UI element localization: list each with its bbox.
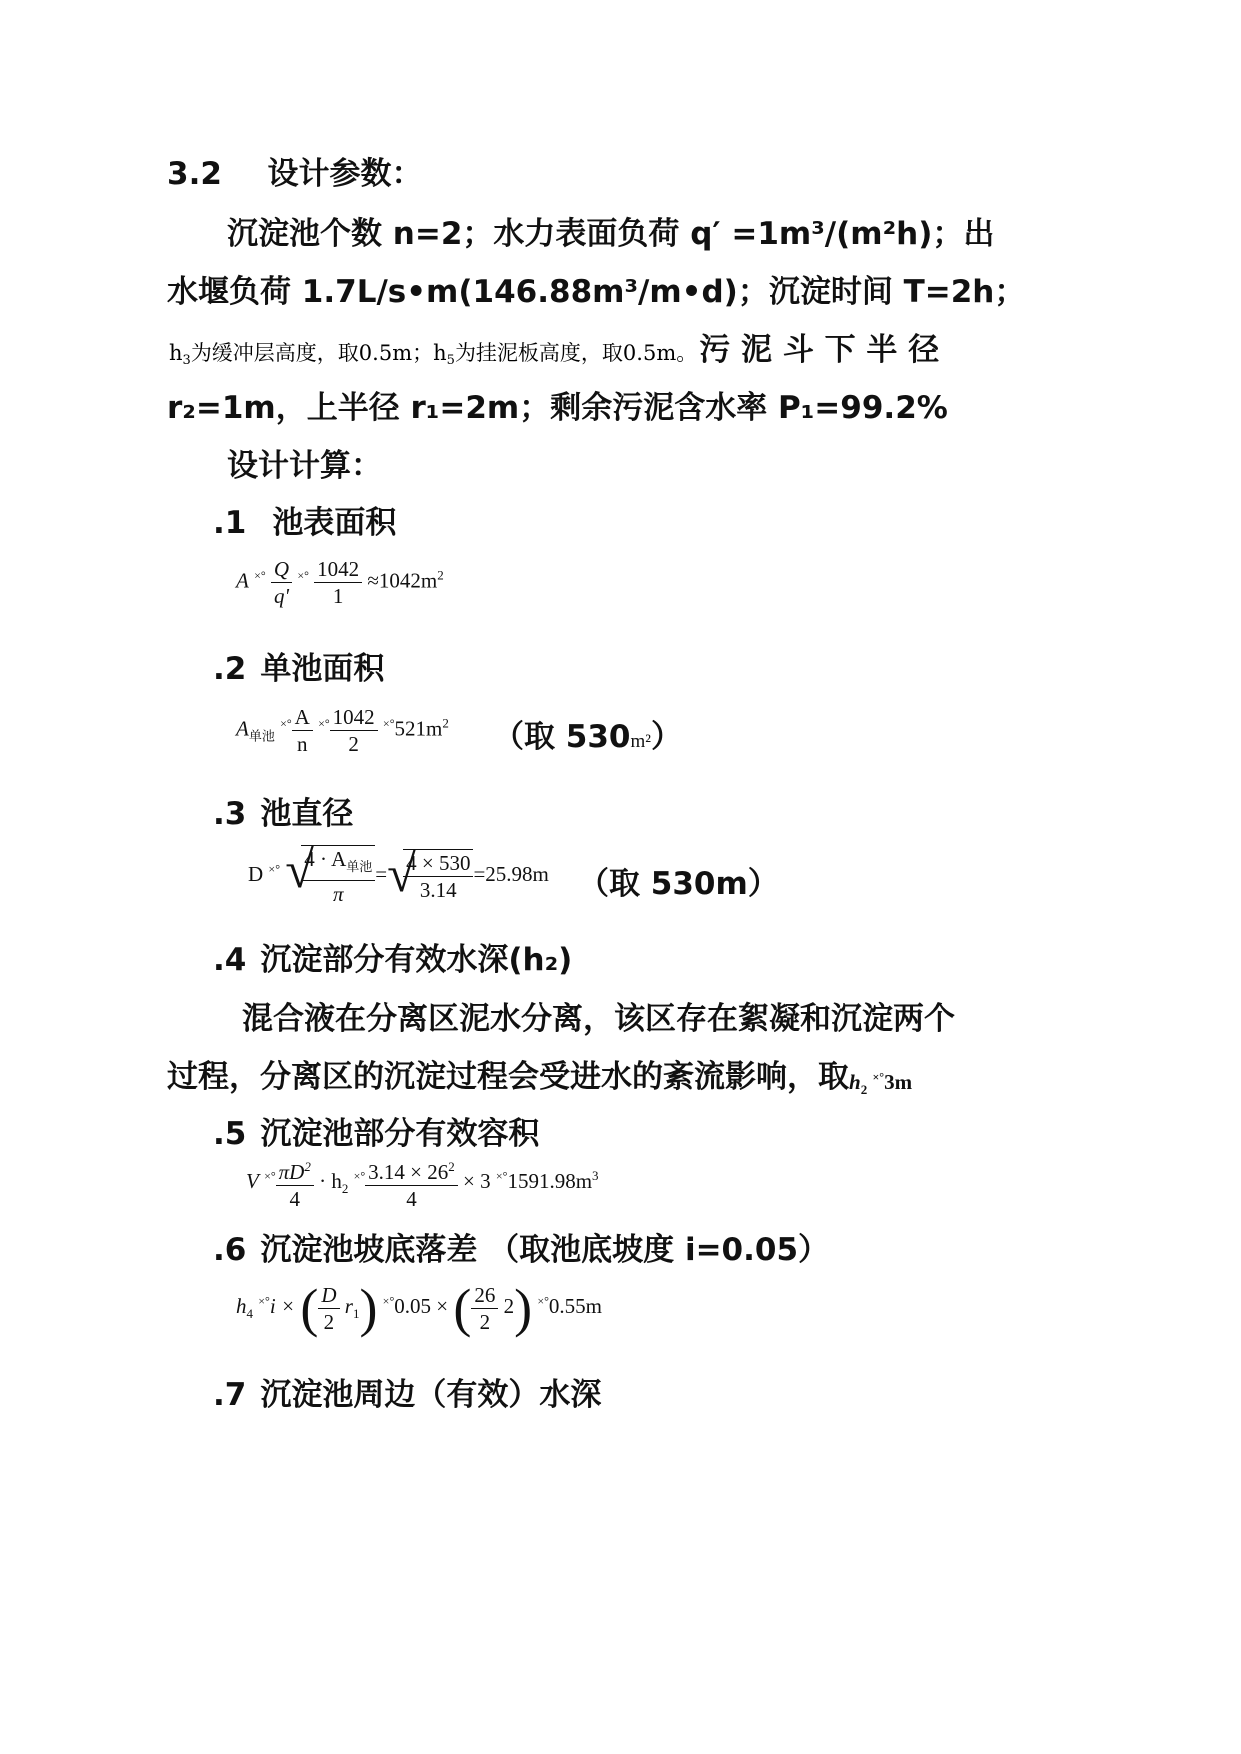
frac-num: 26: [471, 1282, 498, 1309]
item-title: 池直径: [260, 796, 354, 832]
para4-line-2: 过程，分离区的沉淀过程会受进水的紊流影响，取$h_2$ ×°3m: [167, 1059, 913, 1098]
params-line-3: [169, 324, 939, 369]
item-2-note: [493, 711, 682, 756]
formula-r: r: [344, 1293, 353, 1318]
item-number: .1: [213, 505, 247, 541]
frac-num: 4 × 530: [403, 850, 473, 877]
item-title: 沉淀池坡底落差 （取池底坡度 i=0.05）: [260, 1232, 830, 1268]
item-heading-7: [213, 1369, 601, 1414]
frac-den: 4: [406, 1187, 417, 1211]
item-title: 单池面积: [260, 651, 385, 687]
frac-den: 1: [332, 584, 344, 608]
frac-den: π: [332, 882, 344, 907]
h3-symbol: h: [169, 341, 183, 365]
formula-result: 0.55m: [548, 1293, 602, 1318]
item-number: .6: [213, 1232, 247, 1268]
frac-den: 2: [348, 732, 359, 756]
formula-lhs: A: [236, 568, 249, 593]
para4-line-1: 混合液在分离区泥水分离，该区存在絮凝和沉淀两个: [242, 1001, 955, 1037]
frac-num: 3.14 × 26: [368, 1160, 449, 1184]
note-unit: m²: [630, 731, 651, 752]
item-number: .2: [213, 651, 247, 687]
item-number: .4: [213, 942, 247, 978]
formula-result: 1591.98m: [507, 1168, 593, 1193]
item-heading-5: [213, 1108, 539, 1153]
formula-lhs: D: [248, 861, 264, 886]
calc-title: 设计计算：: [227, 448, 382, 484]
frac-num: A: [292, 704, 313, 731]
params-bold-tail: 污 泥 斗 下 半 径: [699, 332, 940, 368]
frac-num-sub: 单池: [346, 859, 373, 875]
formula-b3: 2: [503, 1293, 515, 1318]
para4-text: 过程，分离区的沉淀过程会受进水的紊流影响，取: [167, 1059, 849, 1095]
formula-result: =25.98m: [473, 861, 549, 886]
item-title: 池表面积: [272, 505, 397, 541]
frac-den: 3.14: [419, 878, 457, 903]
item-number: .3: [213, 796, 247, 832]
formula-volume: V ×° $\frac{\pi D^2}{4}$ · $h_2$ ×° $\frac{3.14 \times 26^2}{4}$ × 3 $^{\times^\circ}1591.98m^3$: [246, 1154, 599, 1212]
formula-lhs: h: [236, 1293, 247, 1318]
frac-num: πD: [278, 1160, 305, 1184]
frac-den: q': [273, 584, 289, 608]
params-line-4: r₂=1m，上半径 r₁=2m；剩余污泥含水率 P₁=99.2%: [167, 390, 948, 426]
section-number: 3.2: [167, 156, 222, 192]
frac-den: 4: [289, 1187, 300, 1211]
h3-subscript: 3: [182, 353, 191, 369]
formula-lhs-sub: 单池: [248, 728, 275, 744]
formula-result: ≈1042m: [367, 568, 438, 593]
item-title: 沉淀池部分有效容积: [260, 1116, 540, 1152]
formula-diameter: D ×° √ $\frac{4 \cdot A_{单池}}{\pi}$ = √ $\frac{4 \times 530}{3.14}$ =25.98m: [248, 842, 549, 907]
params-line-2: 水堰负荷 1.7L/s•m(146.88m³/m•d)；沉淀时间 T=2h；: [167, 274, 1026, 310]
formula-mid2: 0.05 ×: [394, 1293, 449, 1318]
para4-formula: 3m: [884, 1070, 913, 1094]
formula-mid: i ×: [269, 1293, 296, 1318]
formula-single-tank-area: $A_{单池}$ ×° $\frac{A}{n}$ ×° $\frac{1042}{2}$ $^{\times^\circ}521m^2$: [236, 705, 449, 756]
frac-den: 2: [479, 1309, 491, 1334]
formula-result: 521m: [394, 716, 443, 741]
frac-den: n: [297, 732, 308, 756]
formula-lhs: A: [236, 716, 249, 741]
frac-num: Q: [271, 556, 292, 583]
item-title: 沉淀池周边（有效）水深: [260, 1377, 602, 1413]
frac-num: 4 · A: [304, 847, 347, 871]
item-heading-2: [213, 643, 384, 688]
formula-slope-drop: $h_4$ ×°i × ( $\frac{D}{2}$ $r_1$) ×°0.05 × ( $\frac{26}{2}$ 2) ×°0.55m: [236, 1278, 602, 1338]
item-heading-4: [213, 934, 572, 979]
item-number: .7: [213, 1377, 247, 1413]
item-heading-6: [213, 1224, 829, 1269]
formula-tail: × 3: [463, 1168, 491, 1193]
item-heading-1: [213, 497, 396, 542]
section-title: 设计参数：: [267, 156, 423, 192]
section-heading: [167, 148, 423, 193]
note-end: ）: [651, 719, 682, 755]
frac-num: 1042: [314, 556, 362, 583]
frac-den: 2: [323, 1309, 335, 1334]
frac-num: 1042: [330, 704, 378, 731]
note-text: （取 530: [493, 719, 631, 755]
h5-subscript: 5: [446, 353, 455, 369]
formula-mid: · h: [319, 1168, 342, 1193]
formula-area: A ×° $\frac{Q}{q'}$ ×° $\frac{1042}{1}$ $\approx 1042m^2$: [236, 557, 444, 608]
item-heading-3: [213, 788, 353, 833]
item-3-note: （取 530m）: [578, 866, 779, 902]
item-title: 沉淀部分有效水深(h₂): [260, 942, 573, 978]
item-number: .5: [213, 1116, 247, 1152]
params-small-text: 为缓冲层高度，取0.5m；h: [190, 341, 447, 365]
params-line-1: 沉淀池个数 n=2；水力表面负荷 q′ =1m³/(m²h)；出: [227, 216, 995, 252]
frac-num: D: [318, 1282, 339, 1309]
formula-lhs: V: [246, 1168, 259, 1193]
params-small-text-b: 为挂泥板高度，取0.5m。: [454, 341, 698, 365]
